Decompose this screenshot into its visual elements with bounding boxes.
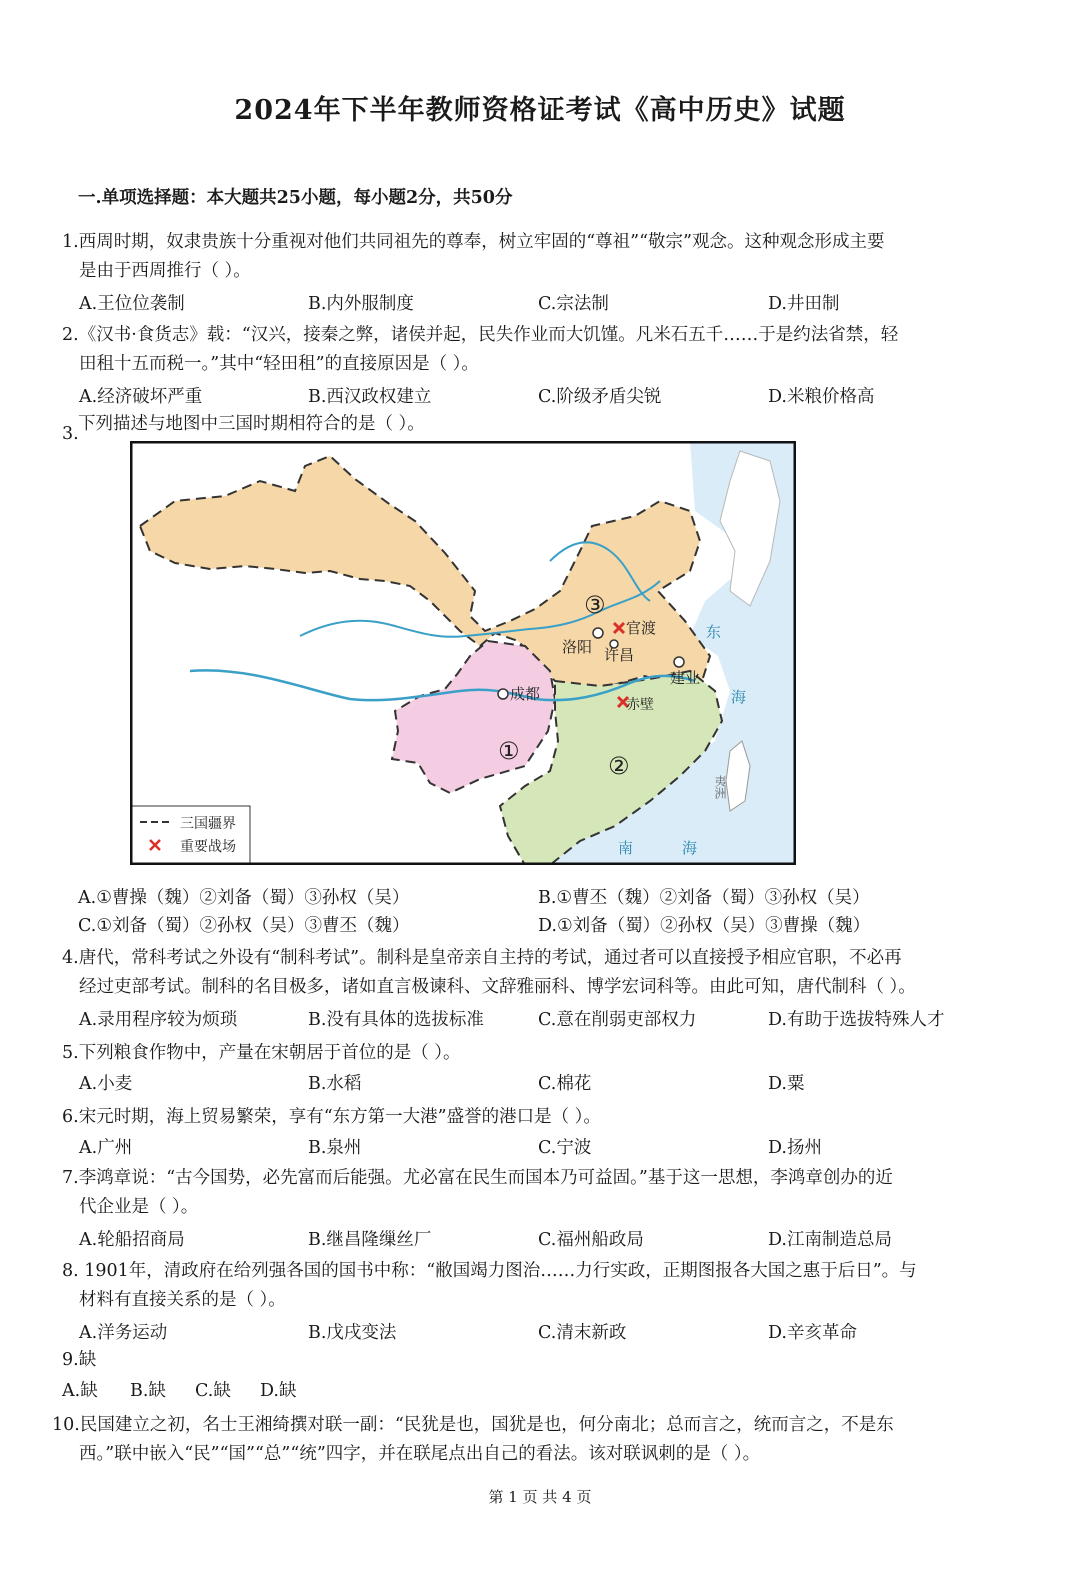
q7-option-b[interactable]: B.继昌隆缫丝厂 (308, 1230, 432, 1250)
question-10-line-2: 西。”联中嵌入“民”“国”“总”“统”四字，并在联尾点出自己的看法。该对联讽刺的是（ ）。 (79, 1444, 761, 1464)
page-footer: 第 1 页 共 4 页 (488, 1488, 592, 1506)
q3-option-d[interactable]: D.①刘备（蜀）②孙权（吴）③曹操（魏） (538, 916, 871, 936)
q3-option-a[interactable]: A.①曹操（魏）②刘备（蜀）③孙权（吴） (78, 888, 410, 908)
q2-option-c[interactable]: C.阶级矛盾尖锐 (538, 387, 662, 407)
chengdu-marker (498, 689, 508, 699)
q1-option-c[interactable]: C.宗法制 (538, 294, 609, 314)
q6-option-c[interactable]: C.宁波 (538, 1138, 592, 1158)
q8-option-b[interactable]: B.戊戌变法 (308, 1323, 397, 1343)
east-sea-label-1: 东 (706, 624, 722, 641)
q4-option-c[interactable]: C.意在削弱吏部权力 (538, 1010, 697, 1030)
q9-option-a[interactable]: A.缺 (62, 1381, 98, 1401)
q9-option-d[interactable]: D.缺 (260, 1381, 297, 1401)
question-4-line-1: 4.唐代，常科考试之外设有“制科考试”。制科是皇帝亲自主持的考试，通过者可以直接授予相应官职，不必再 (62, 948, 902, 968)
q7-option-c[interactable]: C.福州船政局 (538, 1230, 644, 1250)
south-sea-label-2: 海 (682, 840, 698, 857)
legend-battle-label: 重要战场 (180, 838, 236, 854)
q9-option-b[interactable]: B.缺 (130, 1381, 166, 1401)
q5-option-c[interactable]: C.棉花 (538, 1074, 592, 1094)
q1-option-d[interactable]: D.井田制 (768, 294, 840, 314)
jianye-label: 建业 (670, 670, 701, 687)
q6-option-b[interactable]: B.泉州 (308, 1138, 362, 1158)
legend-border-label: 三国疆界 (180, 815, 236, 831)
yizhou-label: 夷洲 (713, 775, 727, 799)
question-7-line-2: 代企业是（ ）。 (79, 1197, 199, 1217)
chibi-label: 赤壁 (626, 696, 654, 712)
q6-option-d[interactable]: D.扬州 (768, 1138, 822, 1158)
question-2-line-2: 田租十五而税一。”其中“轻田租”的直接原因是（ ）。 (79, 354, 479, 374)
question-1-line-1: 1.西周时期，奴隶贵族十分重视对他们共同祖先的尊奉，树立牢固的“尊祖”“敬宗”观念。这种观念形成主要 (62, 232, 885, 252)
question-4-line-2: 经过吏部考试。制科的名目极多，诸如直言极谏科、文辞雅丽科、博学宏词科等。由此可知，唐代制科（ ）。 (79, 977, 916, 997)
question-5-line-1: 5.下列粮食作物中，产量在宋朝居于首位的是（ ）。 (62, 1043, 461, 1063)
question-3-stem: 下列描述与地图中三国时期相符合的是（ ）。 (78, 414, 425, 434)
luoyang-label: 洛阳 (562, 639, 593, 656)
luoyang-marker (593, 628, 603, 638)
q3-option-c[interactable]: C.①刘备（蜀）②孙权（吴）③曹丕（魏） (78, 916, 410, 936)
q1-option-b[interactable]: B.内外服制度 (308, 294, 414, 314)
q5-option-b[interactable]: B.水稻 (308, 1074, 362, 1094)
q8-option-a[interactable]: A.洋务运动 (79, 1323, 168, 1343)
section-heading: 一.单项选择题：本大题共25小题，每小题2分，共50分 (78, 188, 513, 208)
q5-option-d[interactable]: D.粟 (768, 1074, 805, 1094)
jianye-marker (674, 657, 684, 667)
q7-option-d[interactable]: D.江南制造总局 (768, 1230, 892, 1250)
three-kingdoms-map (130, 441, 796, 865)
q1-option-a[interactable]: A.王位位袭制 (79, 294, 185, 314)
q7-option-a[interactable]: A.轮船招商局 (79, 1230, 185, 1250)
question-7-line-1: 7.李鸿章说：“古今国势，必先富而后能强。尤必富在民生而国本乃可益固。”基于这一思想，李鸿章创办的近 (62, 1168, 893, 1188)
q2-option-b[interactable]: B.西汉政权建立 (308, 387, 432, 407)
q4-option-b[interactable]: B.没有具体的选拔标准 (308, 1010, 484, 1030)
q2-option-a[interactable]: A.经济破坏严重 (79, 387, 203, 407)
question-9-line-1: 9.缺 (62, 1350, 97, 1370)
question-8-line-2: 材料有直接关系的是（ ）。 (79, 1290, 286, 1310)
question-3-number: 3. (62, 424, 79, 444)
xuchang-label: 许昌 (604, 647, 635, 664)
question-8-line-1: 8. 1901年，清政府在给列强各国的国书中称：“敝国竭力图治……力行实政，正期图报各大国之惠于后日”。与 (62, 1261, 917, 1281)
q2-option-d[interactable]: D.米粮价格高 (768, 387, 875, 407)
region-2-label: ② (608, 752, 630, 780)
q6-option-a[interactable]: A.广州 (79, 1138, 133, 1158)
q8-option-c[interactable]: C.清末新政 (538, 1323, 627, 1343)
region-1-label: ① (498, 737, 520, 765)
guandu-label: 官渡 (626, 620, 657, 637)
question-2-line-1: 2.《汉书·食货志》载：“汉兴，接秦之弊，诸侯并起，民失作业而大饥馑。凡米石五千……于是约法省禁，轻 (62, 325, 899, 345)
q3-option-b[interactable]: B.①曹丕（魏）②刘备（蜀）③孙权（吴） (538, 888, 870, 908)
q4-option-d[interactable]: D.有助于选拔特殊人才 (768, 1010, 945, 1030)
question-6-line-1: 6.宋元时期，海上贸易繁荣，享有“东方第一大港”盛誉的港口是（ ）。 (62, 1107, 601, 1127)
chengdu-label: 成都 (510, 686, 541, 703)
page-title: 2024年下半年教师资格证考试《高中历史》试题 (234, 95, 846, 126)
question-1-line-2: 是由于西周推行（ ）。 (79, 261, 251, 281)
q4-option-a[interactable]: A.录用程序较为烦琐 (79, 1010, 238, 1030)
question-10-line-1: 10.民国建立之初，名士王湘绮撰对联一副：“民犹是也，国犹是也，何分南北；总而言之，统而言之，不是东 (52, 1415, 894, 1435)
east-sea-label-2: 海 (731, 689, 747, 706)
q9-option-c[interactable]: C.缺 (195, 1381, 231, 1401)
south-sea-label-1: 南 (618, 840, 634, 857)
q5-option-a[interactable]: A.小麦 (79, 1074, 133, 1094)
region-3-label: ③ (584, 591, 606, 619)
q8-option-d[interactable]: D.辛亥革命 (768, 1323, 857, 1343)
